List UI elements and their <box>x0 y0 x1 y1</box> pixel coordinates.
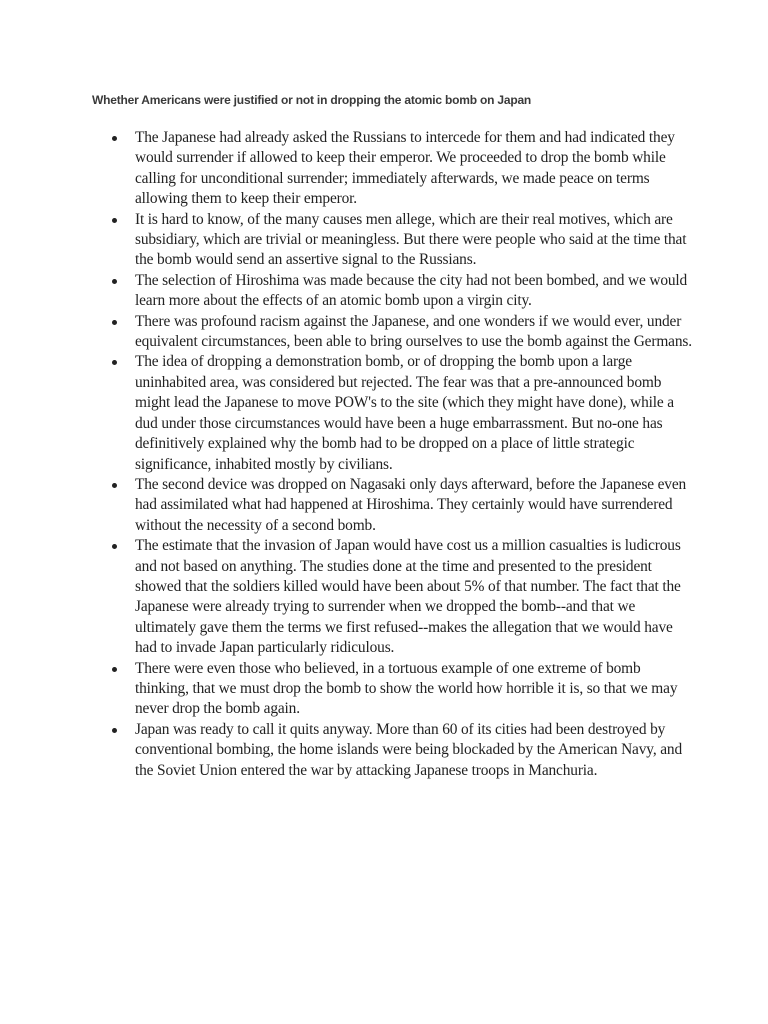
bullet-text: There were even those who believed, in a tortuous example of one extreme of bomb thinking, that we must drop the bomb to show the world how horrible it is, so that we may never drop the bomb again. <box>135 659 678 718</box>
list-item <box>92 312 692 353</box>
list-item <box>92 720 692 781</box>
list-item <box>92 536 692 658</box>
bullet-icon <box>112 360 117 365</box>
document-title: Whether Americans were justified or not in dropping the atomic bomb on Japan <box>92 93 532 107</box>
bullet-icon <box>112 667 117 672</box>
list-item <box>92 210 692 271</box>
bullet-icon <box>112 279 117 284</box>
bullet-text: Japan was ready to call it quits anyway. More than 60 of its cities had been destroyed by conventional bombing, the home islands were being blockaded by the American Navy, and the Soviet Union entered the war by attacking Japanese troops in Manchuria. <box>135 720 683 779</box>
bullet-icon <box>112 320 117 325</box>
bullet-icon <box>112 728 117 733</box>
list-item <box>92 475 692 536</box>
bullet-text: The second device was dropped on Nagasaki only days afterward, before the Japanese even had assimilated what had happened at Hiroshima. They certainly would have surrendered without the necessity of a second bomb. <box>135 475 687 534</box>
bullet-icon <box>112 136 117 141</box>
bullet-list <box>92 128 692 781</box>
list-item <box>92 271 692 312</box>
bullet-icon <box>112 544 117 549</box>
list-item <box>92 352 692 474</box>
bullet-text: It is hard to know, of the many causes men allege, which are their real motives, which are subsidiary, which are trivial or meaningless. But there were people who said at the time that the bomb would send an assertive signal to the Russians. <box>135 210 687 269</box>
bullet-text: The Japanese had already asked the Russians to intercede for them and had indicated they would surrender if allowed to keep their emperor. We proceeded to drop the bomb while calling for unconditional surrender; immediately afterwards, we made peace on terms allowing them to keep their emperor. <box>135 129 675 208</box>
bullet-text: The estimate that the invasion of Japan would have cost us a million casualties is ludicrous and not based on anything. The studies done at the time and presented to the president showed that the soldiers killed would have been about 5% of that number. The fact that the Japanese were already trying to surrender when we dropped the bomb--and that we ultimately gave them the terms we first refused--makes the allegation that we would have had to invade Japan particularly ridiculous. <box>135 537 681 657</box>
list-item <box>92 128 692 210</box>
bullet-icon <box>112 218 117 223</box>
bullet-text: The selection of Hiroshima was made because the city had not been bombed, and we would learn more about the effects of an atomic bomb upon a virgin city. <box>135 271 688 310</box>
bullet-text: The idea of dropping a demonstration bomb, or of dropping the bomb upon a large uninhabited area, was considered but rejected. The fear was that a pre-announced bomb might lead the Japanese to move POW's to the site (which they might have done), while a dud under those circumstances would have been a huge embarrassment. But no-one has definitively explained why the bomb had to be dropped on a place of little strategic significance, inhabited mostly by civilians. <box>135 353 674 473</box>
bullet-text: There was profound racism against the Japanese, and one wonders if we would ever, under equivalent circumstances, been able to bring ourselves to use the bomb against the Germans. <box>135 312 692 351</box>
bullet-icon <box>112 483 117 488</box>
list-item <box>92 659 692 720</box>
